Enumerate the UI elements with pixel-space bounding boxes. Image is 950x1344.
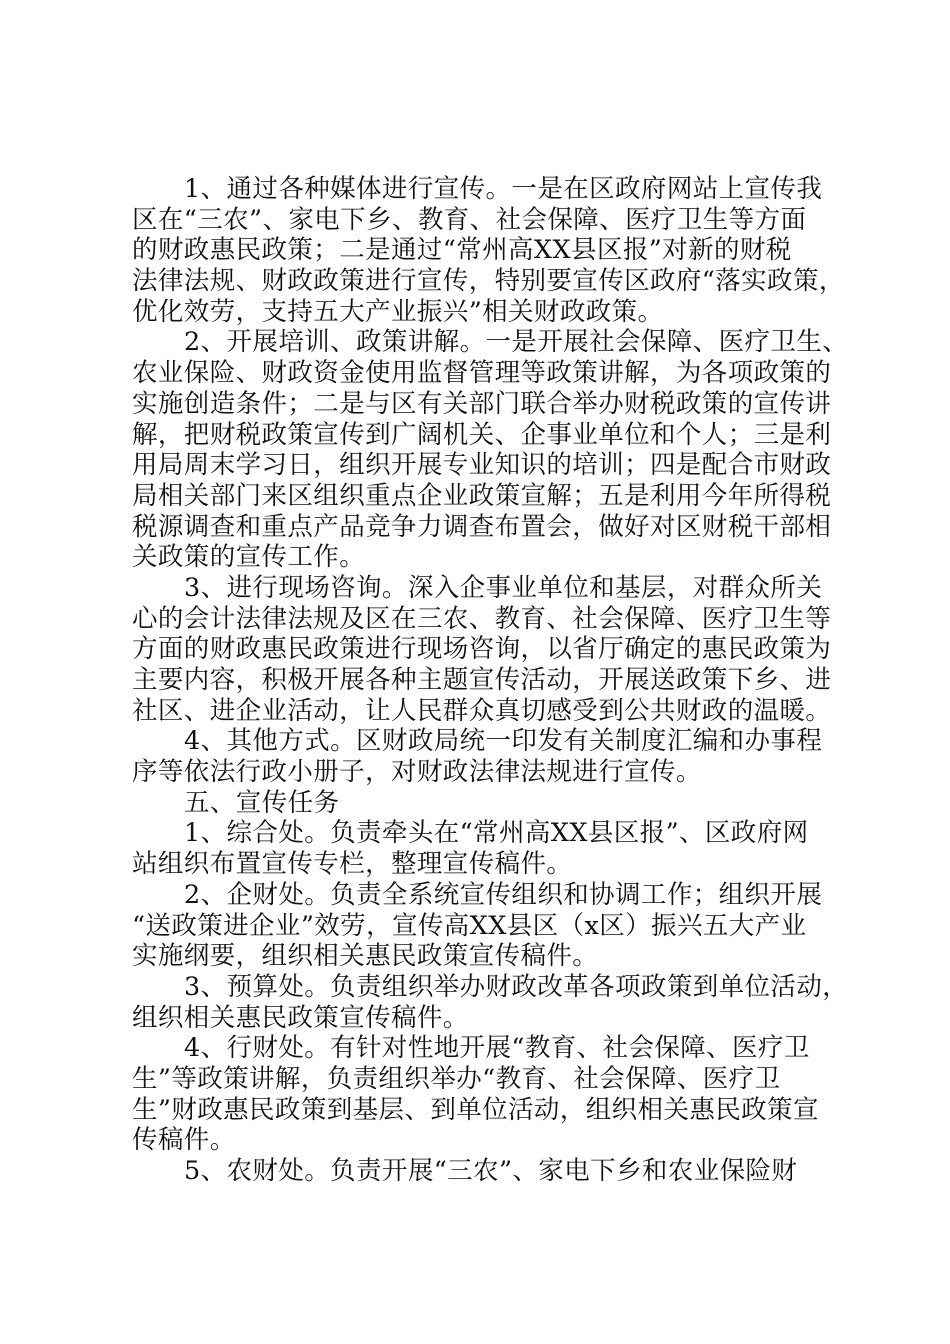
text-line: 5、农财处。负责开展“三农”、家电下乡和农业保险财 — [184, 1156, 798, 1186]
text-line: 传稿件。 — [132, 1125, 236, 1156]
text-line: 1、通过各种媒体进行宣传。一是在区政府网站上宣传我 — [184, 174, 823, 204]
text-line: 的财政惠民政策；二是通过“常州高XX县区报”对新的财税 — [132, 235, 792, 266]
text-line: 2、企财处。负责全系统宣传组织和协调工作；组织开展 — [184, 879, 823, 910]
text-line: 法律法规、财政政策进行宣传，特别要宣传区政府“落实政策， — [132, 266, 845, 297]
text-line: 农业保险、财政资金使用监督管理等政策讲解，为各项政策的 — [132, 358, 832, 389]
text-line: “送政策进企业”效劳，宣传高XX县区（x区）振兴五大产业 — [132, 910, 807, 941]
text-line: 1、综合处。负责牵头在“常州高XX县区报”、区政府网 — [184, 818, 809, 849]
text-line: 优化效劳，支持五大产业振兴”相关财政政策。 — [132, 296, 664, 327]
text-line: 心的会计法律法规及区在三农、教育、社会保障、医疗卫生等 — [132, 603, 832, 634]
text-line: 主要内容，积极开展各种主题宣传活动，开展送政策下乡、进 — [132, 665, 832, 695]
text-line: 解，把财税政策宣传到广阔机关、企事业单位和个人；三是利 — [132, 419, 832, 450]
document-body — [132, 174, 849, 1187]
text-line: 税源调查和重点产品竞争力调查布置会，做好对区财税干部相 — [132, 511, 832, 542]
text-line: 区在“三农”、家电下乡、教育、社会保障、医疗卫生等方面 — [132, 204, 807, 235]
text-line: 关政策的宣传工作。 — [132, 542, 366, 573]
text-line: 用局周末学习日，组织开展专业知识的培训；四是配合市财政 — [132, 450, 832, 481]
text-line: 社区、进企业活动，让人民群众真切感受到公共财政的温暖。 — [132, 695, 832, 726]
text-line: 站组织布置宣传专栏，整理宣传稿件。 — [132, 849, 573, 880]
text-line: 组织相关惠民政策宣传稿件。 — [132, 1002, 469, 1033]
text-line: 4、其他方式。区财政局统一印发有关制度汇编和办事程 — [184, 726, 823, 757]
text-line: 3、预算处。负责组织举办财政改革各项政策到单位活动， — [184, 971, 849, 1002]
text-line: 五、宣传任务 — [184, 787, 340, 818]
text-line: 序等依法行政小册子，对财政法律法规进行宣传。 — [132, 757, 702, 788]
text-line: 方面的财政惠民政策进行现场咨询，以省厅确定的惠民政策为 — [132, 634, 832, 665]
text-line: 生”等政策讲解，负责组织举办“教育、社会保障、医疗卫 — [132, 1063, 781, 1094]
text-line: 2、开展培训、政策讲解。一是开展社会保障、医疗卫生、 — [184, 327, 849, 358]
text-line: 生”财政惠民政策到基层、到单位活动，组织相关惠民政策宣 — [132, 1094, 819, 1125]
text-line: 实施纲要，组织相关惠民政策宣传稿件。 — [132, 941, 599, 972]
text-line: 实施创造条件；二是与区有关部门联合举办财税政策的宣传讲 — [132, 388, 832, 419]
text-line: 局相关部门来区组织重点企业政策宣解；五是利用今年所得税 — [132, 480, 832, 511]
text-line: 4、行财处。有针对性地开展“教育、社会保障、医疗卫 — [184, 1033, 810, 1064]
text-line: 3、进行现场咨询。深入企事业单位和基层，对群众所关 — [184, 572, 823, 603]
